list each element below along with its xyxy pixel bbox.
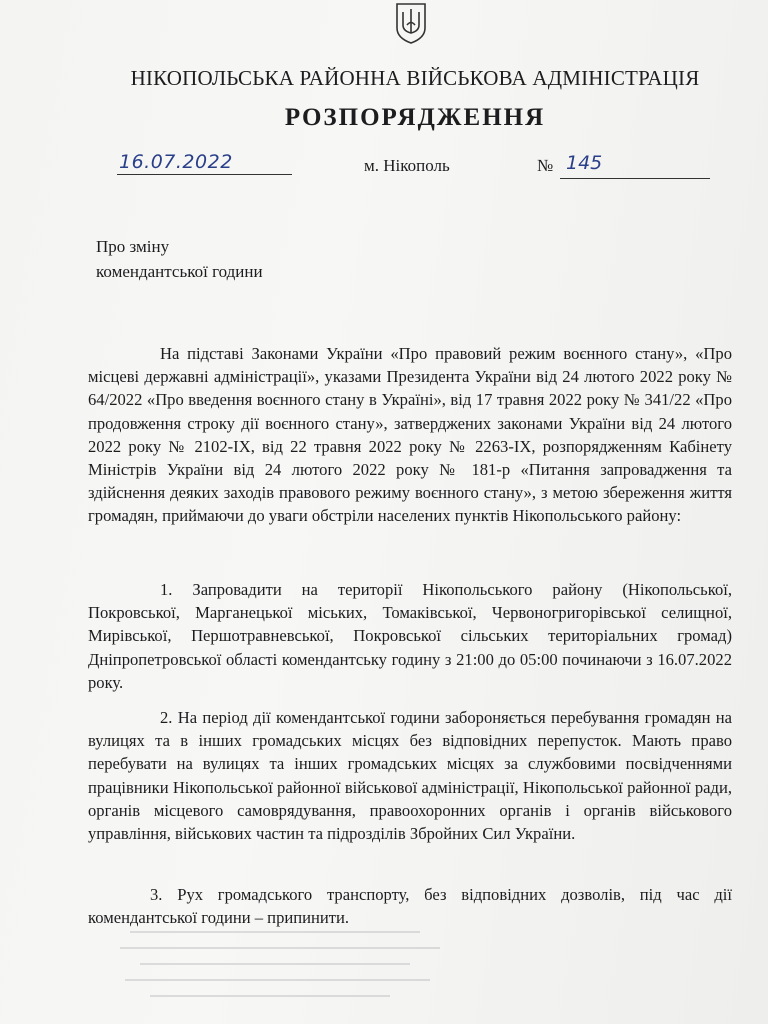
- bleed-through-texture: [120, 920, 450, 1020]
- document-subject: [96, 234, 263, 284]
- preamble-paragraph: На підставі Законами України «Про правовий режим воєнного стану», «Про місцеві державні адміністрації», указами Президента України від 24 лютого 2022 року № 64/2022 «Про введення воєнного стану в Україні», від 17 травня 2022 року № 341/22 «Про продовження строку дії воєнного стану», затверджених законами України від 24 лютого 2022 року № 2102-IX, від 22 травня 2022 року № 2263-IX, розпорядженням Кабінету Міністрів України від 24 лютого 2022 року № 181-р «Питання запровадження та здійснення деяких заходів правового режиму воєнного стану», з метою збереження життя громадян, приймаючи до уваги обстріли населених пунктів Нікопольського району:: [88, 344, 732, 526]
- item-3-paragraph: 3. Рух громадського транспорту, без відповідних дозволів, під час дії комендантської години – припинити.: [88, 885, 732, 928]
- item-1-paragraph: 1. Запровадити на території Нікопольського району (Нікопольської, Покровської, Марганецької міських, Томаківської, Червоногригорівської селищної, Мирівської, Першотравневської, Покровської сільських територіальних громад) Дніпропетровської області комендантську годину з 21:00 до 05:00 починаючи з 16.07.2022 року.: [88, 580, 732, 692]
- document-city: м. Нікополь: [364, 156, 450, 175]
- document-date: 16.07.2022: [119, 151, 233, 173]
- subject-line-2: комендантської години: [96, 262, 263, 281]
- number-label: №: [537, 156, 554, 175]
- document-number: 145: [566, 152, 603, 174]
- subject-line-1: Про зміну: [96, 237, 170, 256]
- agency-name: НІКОПОЛЬСЬКА РАЙОННА ВІЙСЬКОВА АДМІНІСТРАЦІЯ: [130, 66, 700, 90]
- document-type: РОЗПОРЯДЖЕННЯ: [284, 104, 546, 131]
- item-2-paragraph: 2. На період дії комендантської години забороняється перебування громадян на вулицях та в інших громадських місцях без відповідних перепусток. Мають право перебувати на вулицях та інших громадських місцях за службовими посвідченнями працівники Нікопольської районної військової адміністрації, Нікопольської районної ради, органів місцевого самоврядування, правоохоронних органів і органів військового управління, військових частин та підрозділів Збройних Сил України.: [88, 708, 732, 844]
- trident-coat-of-arms-icon: [389, 0, 433, 44]
